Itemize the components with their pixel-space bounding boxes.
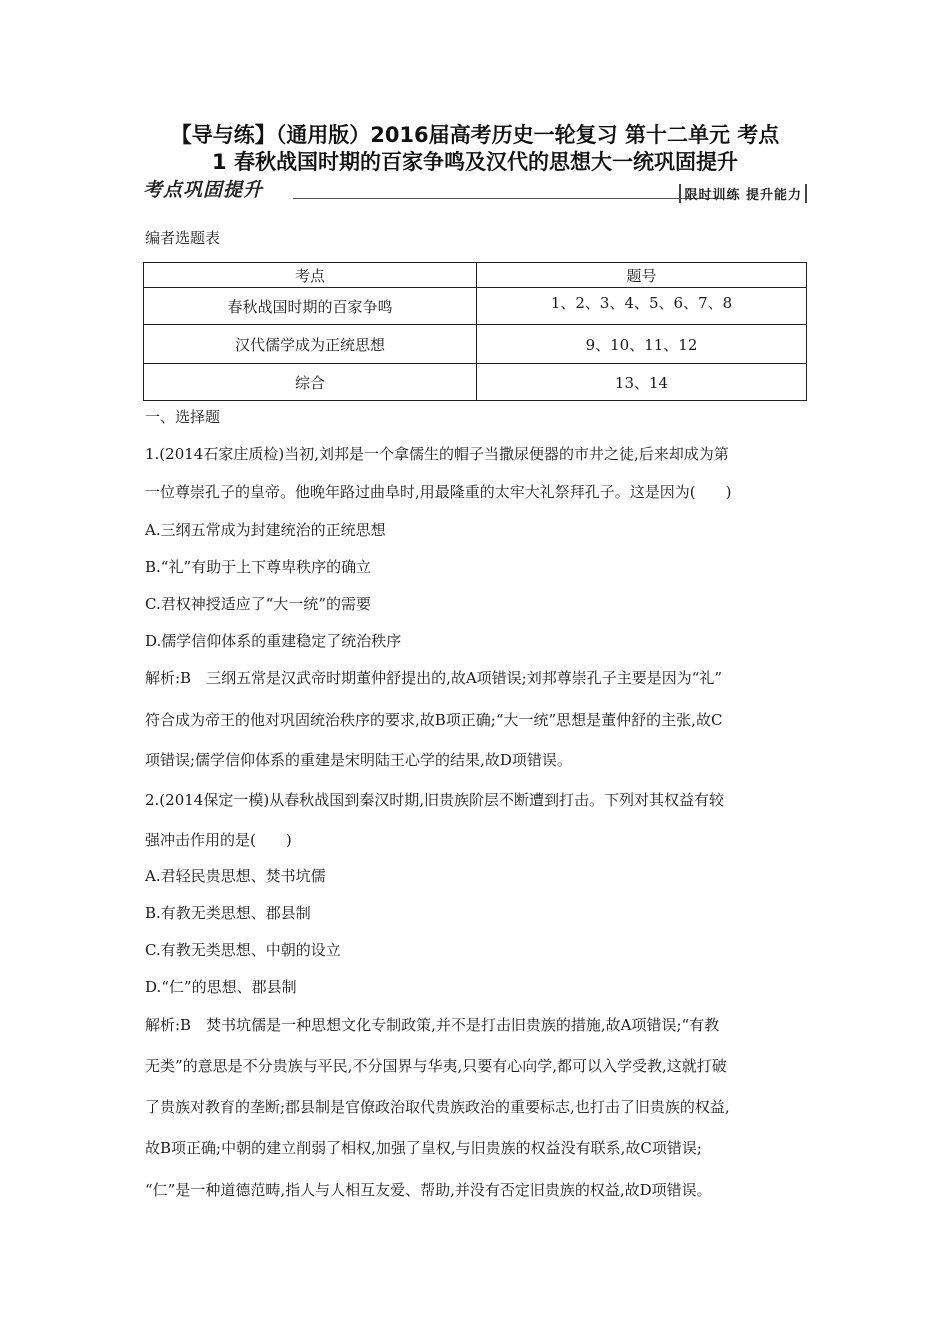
table-header-cell: 考点 bbox=[144, 263, 477, 288]
title-line-1: 【导与练】（通用版）2016届高考历史一轮复习 第十二单元 考点 bbox=[170, 123, 780, 147]
table-cell: 综合 bbox=[144, 364, 477, 401]
analysis-line: 故B项正确;中朝的建立削弱了相权,加强了皇权,与旧贵族的权益没有联系,故C项错误; bbox=[145, 1139, 702, 1157]
banner-right-label: 限时训练 提升能力 bbox=[679, 184, 807, 203]
table-header-cell: 题号 bbox=[477, 263, 807, 288]
analysis-line: “仁”是一种道德范畴,指人与人相互友爱、帮助,并没有否定旧贵族的权益,故D项错误。 bbox=[145, 1181, 712, 1199]
analysis-line: 解析:B 焚书坑儒是一种思想文化专制政策,并不是打击旧贵族的措施,故A项错误;“有教 bbox=[145, 1016, 720, 1034]
table-cell: 13、14 bbox=[477, 364, 807, 401]
table-cell: 汉代儒学成为正统思想 bbox=[144, 325, 477, 364]
section-banner bbox=[143, 178, 807, 208]
section-heading: 一、选择题 bbox=[145, 408, 221, 426]
table-cell: 春秋战国时期的百家争鸣 bbox=[144, 288, 477, 325]
question-selection-table bbox=[143, 262, 807, 401]
table-cell: 9、10、11、12 bbox=[477, 325, 807, 364]
option-line: D.“仁”的思想、郡县制 bbox=[145, 978, 297, 996]
option-line: D.儒学信仰体系的重建稳定了统治秩序 bbox=[145, 632, 402, 650]
option-line: C.君权神授适应了“大一统”的需要 bbox=[145, 595, 372, 613]
body-line: 2.(2014保定一模)从春秋战国到秦汉时期,旧贵族阶层不断遭到打击。下列对其权益有较 bbox=[145, 791, 724, 809]
option-line: A.三纲五常成为封建统治的正统思想 bbox=[145, 521, 386, 539]
analysis-line: 符合成为帝王的他对巩固统治秩序的要求,故B项正确;“大一统”思想是董仲舒的主张,故C bbox=[145, 711, 723, 729]
table-row bbox=[144, 325, 807, 364]
table-header-row bbox=[144, 263, 807, 288]
option-line: A.君轻民贵思想、焚书坑儒 bbox=[145, 867, 326, 885]
table-row bbox=[144, 288, 807, 325]
banner-label: 考点巩固提升 bbox=[143, 179, 264, 201]
body-line: 1.(2014石家庄质检)当初,刘邦是一个拿儒生的帽子当撒尿便器的市井之徒,后来却成为第 bbox=[145, 445, 729, 463]
option-line: C.有教无类思想、中朝的设立 bbox=[145, 941, 341, 959]
document-title bbox=[120, 122, 830, 176]
analysis-line: 无类”的意思是不分贵族与平民,不分国界与华夷,只要有心向学,都可以入学受教,这就打破 bbox=[145, 1057, 727, 1075]
option-line: B.有教无类思想、郡县制 bbox=[145, 904, 311, 922]
table-row bbox=[144, 364, 807, 401]
analysis-line: 项错误;儒学信仰体系的重建是宋明陆王心学的结果,故D项错误。 bbox=[145, 751, 572, 769]
banner-divider bbox=[293, 198, 731, 199]
option-line: B.“礼”有助于上下尊卑秩序的确立 bbox=[145, 558, 372, 576]
analysis-line: 解析:B 三纲五常是汉武帝时期董仲舒提出的,故A项错误;刘邦尊崇孔子主要是因为“礼” bbox=[145, 669, 723, 687]
table-caption: 编者选题表 bbox=[145, 229, 221, 247]
title-line-2: 1 春秋战国时期的百家争鸣及汉代的思想大一统巩固提升 bbox=[212, 150, 738, 174]
analysis-line: 了贵族对教育的垄断;郡县制是官僚政治取代贵族政治的重要标志,也打击了旧贵族的权益, bbox=[145, 1098, 730, 1116]
body-line: 一位尊崇孔子的皇帝。他晚年路过曲阜时,用最隆重的太牢大礼祭拜孔子。这是因为( ) bbox=[145, 483, 732, 501]
table-cell: 1、2、3、4、5、6、7、8 bbox=[477, 288, 807, 325]
body-line: 强冲击作用的是( ) bbox=[145, 831, 292, 849]
